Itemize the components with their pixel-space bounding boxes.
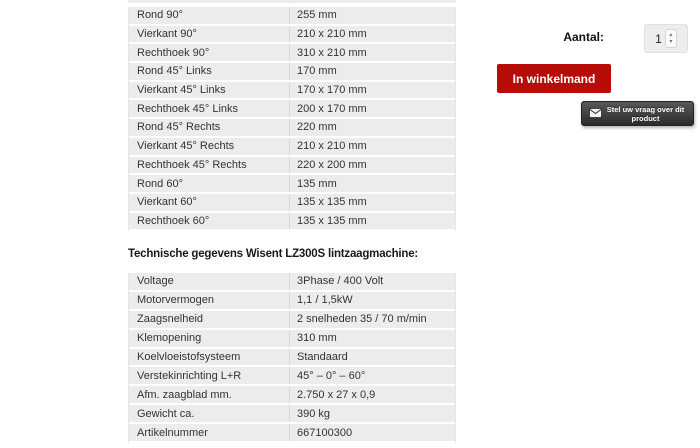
table-row <box>129 63 455 82</box>
spec-value: 255 mm <box>297 9 337 22</box>
spec-label: Voltage <box>129 273 290 290</box>
spec-label: Artikelnummer <box>129 424 290 441</box>
chevron-up-icon[interactable]: ▴ <box>669 31 673 38</box>
table-row <box>129 44 455 63</box>
add-to-cart-button[interactable]: In winkelmand <box>497 64 611 93</box>
envelope-icon <box>589 105 602 123</box>
spec-value: 310 mm <box>297 332 337 345</box>
spec-label: Verstekinrichting L+R <box>129 367 290 384</box>
table-row <box>129 157 455 176</box>
spec-label: Koelvloeistofsysteem <box>129 349 290 366</box>
table-row-clipped <box>128 0 456 3</box>
quantity-spin-buttons[interactable] <box>665 29 677 48</box>
spec-label: Klemopening <box>129 330 290 347</box>
table-row <box>129 100 455 119</box>
cutting-dimensions-table <box>128 7 456 231</box>
spec-label: Rond 45° Links <box>129 63 290 80</box>
table-row <box>129 82 455 101</box>
table-row <box>129 424 455 443</box>
spec-label: Vierkant 45° Links <box>129 82 290 99</box>
spec-label: Afm. zaagblad mm. <box>129 386 290 403</box>
spec-label: Rechthoek 45° Links <box>129 100 290 117</box>
spec-label: Rond 60° <box>129 175 290 192</box>
spec-value: 2.750 x 27 x 0,9 <box>297 388 376 401</box>
spec-value: 210 x 210 mm <box>297 140 367 153</box>
spec-label: Zaagsnelheid <box>129 311 290 328</box>
spec-label: Vierkant 60° <box>129 194 290 211</box>
ask-question-button[interactable] <box>581 101 694 126</box>
spec-label: Motorvermogen <box>129 292 290 309</box>
spec-value: 310 x 210 mm <box>297 46 367 59</box>
table-row <box>129 7 455 26</box>
table-row <box>129 330 455 349</box>
table-row <box>129 311 455 330</box>
spec-value: 170 mm <box>297 65 337 78</box>
spec-label: Rechthoek 45° Rechts <box>129 157 290 174</box>
table-row <box>129 349 455 368</box>
technical-data-heading: Technische gegevens Wisent LZ300S lintzaagmachine: <box>128 248 419 260</box>
technical-data-table <box>128 273 456 443</box>
spec-value: 1,1 / 1,5kW <box>297 294 353 307</box>
quantity-value[interactable]: 1 <box>655 31 662 46</box>
spec-label: Vierkant 90° <box>129 26 290 43</box>
spec-value: 170 x 170 mm <box>297 84 367 97</box>
table-row <box>129 386 455 405</box>
quantity-label: Aantal: <box>563 30 604 44</box>
quantity-stepper[interactable] <box>644 24 688 53</box>
spec-value: 210 x 210 mm <box>297 28 367 41</box>
spec-value: 200 x 170 mm <box>297 102 367 115</box>
spec-value: 667100300 <box>297 426 353 439</box>
spec-value: 220 mm <box>297 121 337 134</box>
table-row <box>129 119 455 138</box>
spec-label: Vierkant 45° Rechts <box>129 138 290 155</box>
spec-value: 135 mm <box>297 177 337 190</box>
spec-value: 3Phase / 400 Volt <box>297 275 384 288</box>
spec-value: Standaard <box>297 351 348 363</box>
chevron-down-icon[interactable]: ▾ <box>669 38 673 45</box>
spec-value: 135 x 135 mm <box>297 196 367 209</box>
table-row <box>129 26 455 45</box>
table-row <box>129 367 455 386</box>
spec-value: 220 x 200 mm <box>297 158 367 171</box>
table-row <box>129 138 455 157</box>
spec-value: 390 kg <box>297 407 331 420</box>
table-row <box>129 175 455 194</box>
table-row <box>129 292 455 311</box>
ask-question-label: Stel uw vraag over dit product <box>606 104 685 123</box>
table-row <box>129 194 455 213</box>
spec-value: 135 x 135 mm <box>297 214 367 227</box>
spec-label: Gewicht ca. <box>129 405 290 422</box>
spec-label: Rond 90° <box>129 7 290 24</box>
table-row <box>129 273 455 292</box>
spec-label: Rechthoek 60° <box>129 213 290 230</box>
spec-value: 45° – 0° – 60° <box>297 369 366 382</box>
table-row <box>129 213 455 232</box>
spec-label: Rond 45° Rechts <box>129 119 290 136</box>
spec-value: 2 snelheden 35 / 70 m/min <box>297 313 427 326</box>
table-row <box>129 405 455 424</box>
spec-label: Rechthoek 90° <box>129 44 290 61</box>
